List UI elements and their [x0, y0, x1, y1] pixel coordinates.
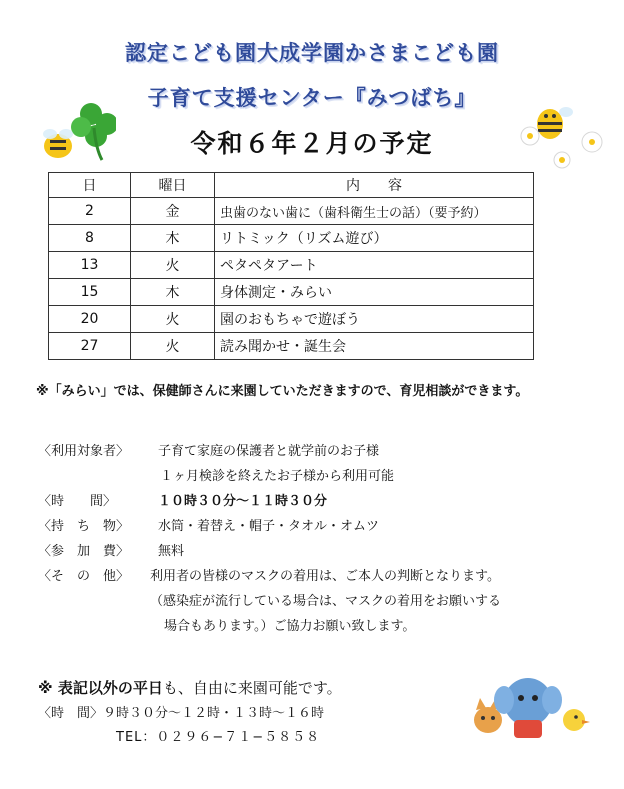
other-value-2: （感染症が流行している場合は、マスクの着用をお願いする: [150, 594, 502, 609]
time-label: 〈時 間〉: [38, 494, 117, 509]
bee-flowers-illustration: [516, 102, 608, 172]
weekday-prefix: ※: [38, 679, 58, 697]
row-weekday: 木: [131, 279, 215, 306]
clover-bee-illustration: [36, 94, 116, 174]
other-value-1: 利用者の皆様のマスクの着用は、ご本人の判断となります。: [150, 569, 500, 584]
row-day: 20: [49, 306, 131, 333]
table-row: [49, 333, 534, 360]
center-org-title: 認定こども園大成学園かさまこども園: [125, 41, 499, 65]
row-weekday: 火: [131, 306, 215, 333]
row-day: 27: [49, 333, 131, 360]
other-label: 〈そ の 他〉: [38, 569, 130, 584]
row-content: リトミック（リズム遊び）: [215, 225, 534, 252]
target-value: 子育て家庭の保護者と就学前のお子様: [158, 444, 380, 459]
weekday-visit-note: [38, 677, 342, 698]
items-value: 水筒・着替え・帽子・タオル・オムツ: [158, 519, 380, 534]
row-content: 園のおもちゃで遊ぼう: [215, 306, 534, 333]
fee-value: 無料: [158, 544, 185, 559]
column-header-content: 内 容: [215, 173, 534, 198]
table-row: [49, 198, 534, 225]
weekday-hours: 〈時 間〉９時３０分～１２時・１３時～１６時: [38, 706, 325, 721]
bee-icon: [43, 129, 73, 158]
table-row: [49, 279, 534, 306]
row-content: 身体測定・みらい: [215, 279, 534, 306]
row-content: 虫歯のない歯に（歯科衛生士の話）（要予約）: [215, 198, 534, 225]
row-weekday: 火: [131, 333, 215, 360]
animals-illustration: [466, 672, 594, 744]
items-label: 〈持 ち 物〉: [38, 519, 130, 534]
target-label: 〈利用対象者〉: [38, 444, 130, 459]
row-content: 読み聞かせ・誕生会: [215, 333, 534, 360]
row-content: ペタペタアート: [215, 252, 534, 279]
table-header-row: [49, 173, 534, 198]
row-day: 15: [49, 279, 131, 306]
elephant-icon: [494, 678, 562, 738]
center-name-title: 子育て支援センター『みつばち』: [147, 86, 477, 110]
weekday-rest: も、自由に来園可能です。: [162, 679, 342, 697]
schedule-table: [48, 172, 534, 360]
target-value-2: １ヶ月検診を終えたお子様から利用可能: [160, 469, 395, 484]
time-value: １０時３０分～１１時３０分: [158, 494, 328, 509]
row-weekday: 木: [131, 225, 215, 252]
row-day: 13: [49, 252, 131, 279]
row-weekday: 火: [131, 252, 215, 279]
table-row: [49, 225, 534, 252]
phone-number: TEL：０２９６−７１−５８５８: [116, 730, 321, 745]
weekday-bold: 表記以外の平日: [57, 679, 163, 697]
fee-label: 〈参 加 費〉: [38, 544, 130, 559]
table-row: [49, 306, 534, 333]
row-day: 2: [49, 198, 131, 225]
bee-icon: [537, 107, 573, 139]
table-row: [49, 252, 534, 279]
chick-icon: [563, 709, 590, 731]
row-weekday: 金: [131, 198, 215, 225]
column-header-weekday: 曜日: [131, 173, 215, 198]
mirai-note: ※「みらい」では、保健師さんに来園していただきますので、育児相談ができます。: [36, 384, 529, 399]
clover-icon: [71, 103, 116, 160]
flower-icon: [521, 127, 602, 168]
month-schedule-title: 令和６年２月の予定: [190, 129, 434, 158]
column-header-day: 日: [49, 173, 131, 198]
row-day: 8: [49, 225, 131, 252]
other-value-3: 場合もあります。）ご協力お願い致します。: [164, 619, 416, 634]
